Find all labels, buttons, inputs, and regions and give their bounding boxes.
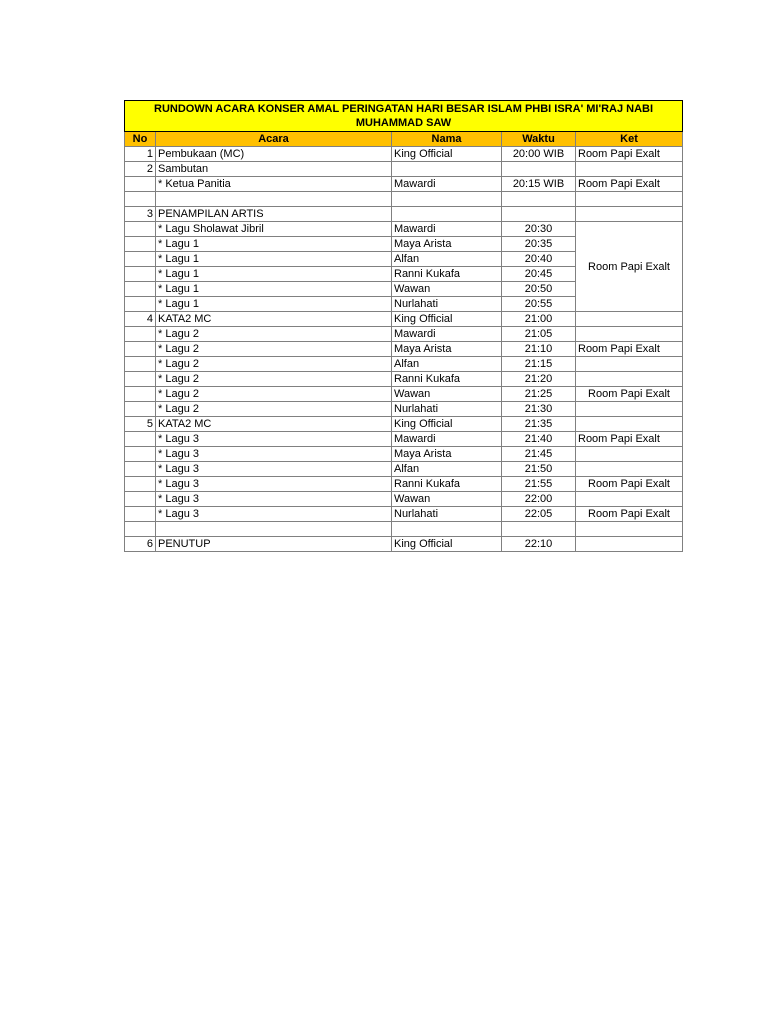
cell-waktu: 21:10 — [502, 342, 576, 357]
cell-no — [125, 177, 156, 192]
cell-no: 1 — [125, 147, 156, 162]
cell-waktu: 21:00 — [502, 312, 576, 327]
cell-nama: Ranni Kukafa — [392, 372, 502, 387]
cell-acara: KATA2 MC — [156, 417, 392, 432]
table-row — [125, 177, 683, 192]
cell-nama: King Official — [392, 537, 502, 552]
cell-waktu — [502, 522, 576, 537]
table-row — [125, 477, 683, 492]
cell-ket — [576, 537, 683, 552]
cell-acara: * Lagu 2 — [156, 327, 392, 342]
cell-nama: Maya Arista — [392, 237, 502, 252]
table-row — [125, 372, 683, 387]
cell-acara: * Lagu 3 — [156, 462, 392, 477]
header-row — [125, 132, 683, 147]
cell-waktu: 21:40 — [502, 432, 576, 447]
cell-ket — [576, 162, 683, 177]
cell-acara — [156, 522, 392, 537]
table-row — [125, 402, 683, 417]
cell-ket: Room Papi Exalt — [576, 342, 683, 357]
cell-nama: Ranni Kukafa — [392, 267, 502, 282]
cell-acara: KATA2 MC — [156, 312, 392, 327]
header-acara: Acara — [156, 132, 392, 147]
cell-acara: * Lagu 3 — [156, 507, 392, 522]
cell-waktu — [502, 207, 576, 222]
cell-waktu: 20:50 — [502, 282, 576, 297]
table-row — [125, 417, 683, 432]
table-row — [125, 507, 683, 522]
table-row — [125, 462, 683, 477]
cell-acara: * Lagu 1 — [156, 297, 392, 312]
cell-ket — [576, 522, 683, 537]
cell-ket — [576, 447, 683, 462]
cell-ket — [576, 357, 683, 372]
cell-nama: Alfan — [392, 462, 502, 477]
cell-nama — [392, 207, 502, 222]
table-row — [125, 207, 683, 222]
cell-acara: * Lagu 3 — [156, 447, 392, 462]
cell-ket: Room Papi Exalt — [576, 432, 683, 447]
cell-nama: Mawardi — [392, 222, 502, 237]
cell-no — [125, 507, 156, 522]
cell-no — [125, 252, 156, 267]
cell-no — [125, 372, 156, 387]
cell-waktu: 21:45 — [502, 447, 576, 462]
cell-waktu: 20:00 WIB — [502, 147, 576, 162]
cell-no: 4 — [125, 312, 156, 327]
cell-waktu: 22:00 — [502, 492, 576, 507]
cell-ket — [576, 417, 683, 432]
cell-nama: Alfan — [392, 252, 502, 267]
cell-no — [125, 357, 156, 372]
cell-waktu: 20:40 — [502, 252, 576, 267]
cell-acara: * Lagu 1 — [156, 237, 392, 252]
cell-waktu: 21:30 — [502, 402, 576, 417]
cell-waktu: 20:55 — [502, 297, 576, 312]
header-no: No — [125, 132, 156, 147]
cell-no — [125, 402, 156, 417]
cell-acara — [156, 192, 392, 207]
cell-no — [125, 267, 156, 282]
cell-no — [125, 192, 156, 207]
cell-acara: * Lagu 2 — [156, 342, 392, 357]
cell-no: 6 — [125, 537, 156, 552]
cell-no — [125, 522, 156, 537]
cell-nama: Nurlahati — [392, 297, 502, 312]
cell-acara: * Lagu 1 — [156, 282, 392, 297]
cell-ket: Room Papi Exalt — [576, 387, 683, 402]
rundown-table — [124, 100, 683, 552]
cell-ket: Room Papi Exalt — [576, 177, 683, 192]
cell-acara: * Lagu 2 — [156, 402, 392, 417]
cell-nama: Wawan — [392, 387, 502, 402]
cell-nama: Mawardi — [392, 177, 502, 192]
cell-nama — [392, 522, 502, 537]
table-row — [125, 222, 683, 237]
table-row — [125, 492, 683, 507]
cell-acara: * Lagu 3 — [156, 432, 392, 447]
cell-waktu: 20:45 — [502, 267, 576, 282]
cell-ket — [576, 402, 683, 417]
cell-no — [125, 327, 156, 342]
cell-no — [125, 462, 156, 477]
cell-waktu: 21:35 — [502, 417, 576, 432]
cell-ket — [576, 327, 683, 342]
cell-nama: Maya Arista — [392, 342, 502, 357]
cell-ket: Room Papi Exalt — [576, 507, 683, 522]
cell-no — [125, 342, 156, 357]
cell-waktu: 21:50 — [502, 462, 576, 477]
cell-no — [125, 447, 156, 462]
cell-nama: Wawan — [392, 492, 502, 507]
cell-acara: PENUTUP — [156, 537, 392, 552]
table-row — [125, 312, 683, 327]
table-row — [125, 162, 683, 177]
table-row — [125, 387, 683, 402]
cell-waktu: 21:05 — [502, 327, 576, 342]
cell-acara: * Lagu 1 — [156, 252, 392, 267]
cell-waktu — [502, 192, 576, 207]
cell-acara: * Lagu 2 — [156, 372, 392, 387]
table-row — [125, 537, 683, 552]
cell-nama: Mawardi — [392, 327, 502, 342]
cell-ket — [576, 462, 683, 477]
cell-waktu: 21:20 — [502, 372, 576, 387]
cell-acara: Sambutan — [156, 162, 392, 177]
table-row — [125, 342, 683, 357]
cell-waktu: 20:15 WIB — [502, 177, 576, 192]
rundown-sheet — [124, 100, 682, 552]
cell-no — [125, 237, 156, 252]
cell-acara: * Lagu Sholawat Jibril — [156, 222, 392, 237]
cell-nama — [392, 192, 502, 207]
table-row — [125, 522, 683, 537]
cell-waktu: 20:35 — [502, 237, 576, 252]
cell-ket — [576, 207, 683, 222]
cell-no: 2 — [125, 162, 156, 177]
cell-waktu: 22:10 — [502, 537, 576, 552]
cell-waktu: 20:30 — [502, 222, 576, 237]
cell-acara: * Ketua Panitia — [156, 177, 392, 192]
table-row — [125, 432, 683, 447]
header-nama: Nama — [392, 132, 502, 147]
cell-nama: King Official — [392, 312, 502, 327]
cell-acara: * Lagu 2 — [156, 357, 392, 372]
cell-ket — [576, 372, 683, 387]
table-title: RUNDOWN ACARA KONSER AMAL PERINGATAN HARI BESAR ISLAM PHBI ISRA' MI'RAJ NABI MUHAMMAD SAW — [125, 101, 683, 132]
cell-nama: King Official — [392, 417, 502, 432]
cell-acara: Pembukaan (MC) — [156, 147, 392, 162]
cell-nama: King Official — [392, 147, 502, 162]
cell-no — [125, 477, 156, 492]
cell-nama: Ranni Kukafa — [392, 477, 502, 492]
cell-nama: Maya Arista — [392, 447, 502, 462]
cell-nama: Alfan — [392, 357, 502, 372]
table-row — [125, 327, 683, 342]
cell-no — [125, 222, 156, 237]
cell-ket: Room Papi Exalt — [576, 222, 683, 312]
cell-ket: Room Papi Exalt — [576, 477, 683, 492]
cell-waktu — [502, 162, 576, 177]
cell-ket — [576, 492, 683, 507]
cell-waktu: 21:55 — [502, 477, 576, 492]
cell-nama — [392, 162, 502, 177]
cell-no — [125, 492, 156, 507]
cell-no — [125, 432, 156, 447]
cell-nama: Wawan — [392, 282, 502, 297]
cell-waktu: 21:15 — [502, 357, 576, 372]
cell-ket — [576, 192, 683, 207]
cell-nama: Mawardi — [392, 432, 502, 447]
table-row — [125, 357, 683, 372]
cell-no — [125, 387, 156, 402]
header-ket: Ket — [576, 132, 683, 147]
cell-ket — [576, 312, 683, 327]
cell-no: 3 — [125, 207, 156, 222]
cell-nama: Nurlahati — [392, 507, 502, 522]
cell-acara: * Lagu 3 — [156, 492, 392, 507]
cell-waktu: 21:25 — [502, 387, 576, 402]
cell-no — [125, 282, 156, 297]
cell-no: 5 — [125, 417, 156, 432]
header-waktu: Waktu — [502, 132, 576, 147]
cell-nama: Nurlahati — [392, 402, 502, 417]
cell-acara: PENAMPILAN ARTIS — [156, 207, 392, 222]
cell-waktu: 22:05 — [502, 507, 576, 522]
cell-acara: * Lagu 2 — [156, 387, 392, 402]
table-row — [125, 147, 683, 162]
table-body — [125, 147, 683, 552]
cell-acara: * Lagu 1 — [156, 267, 392, 282]
cell-no — [125, 297, 156, 312]
cell-acara: * Lagu 3 — [156, 477, 392, 492]
cell-ket: Room Papi Exalt — [576, 147, 683, 162]
table-row — [125, 192, 683, 207]
table-row — [125, 447, 683, 462]
